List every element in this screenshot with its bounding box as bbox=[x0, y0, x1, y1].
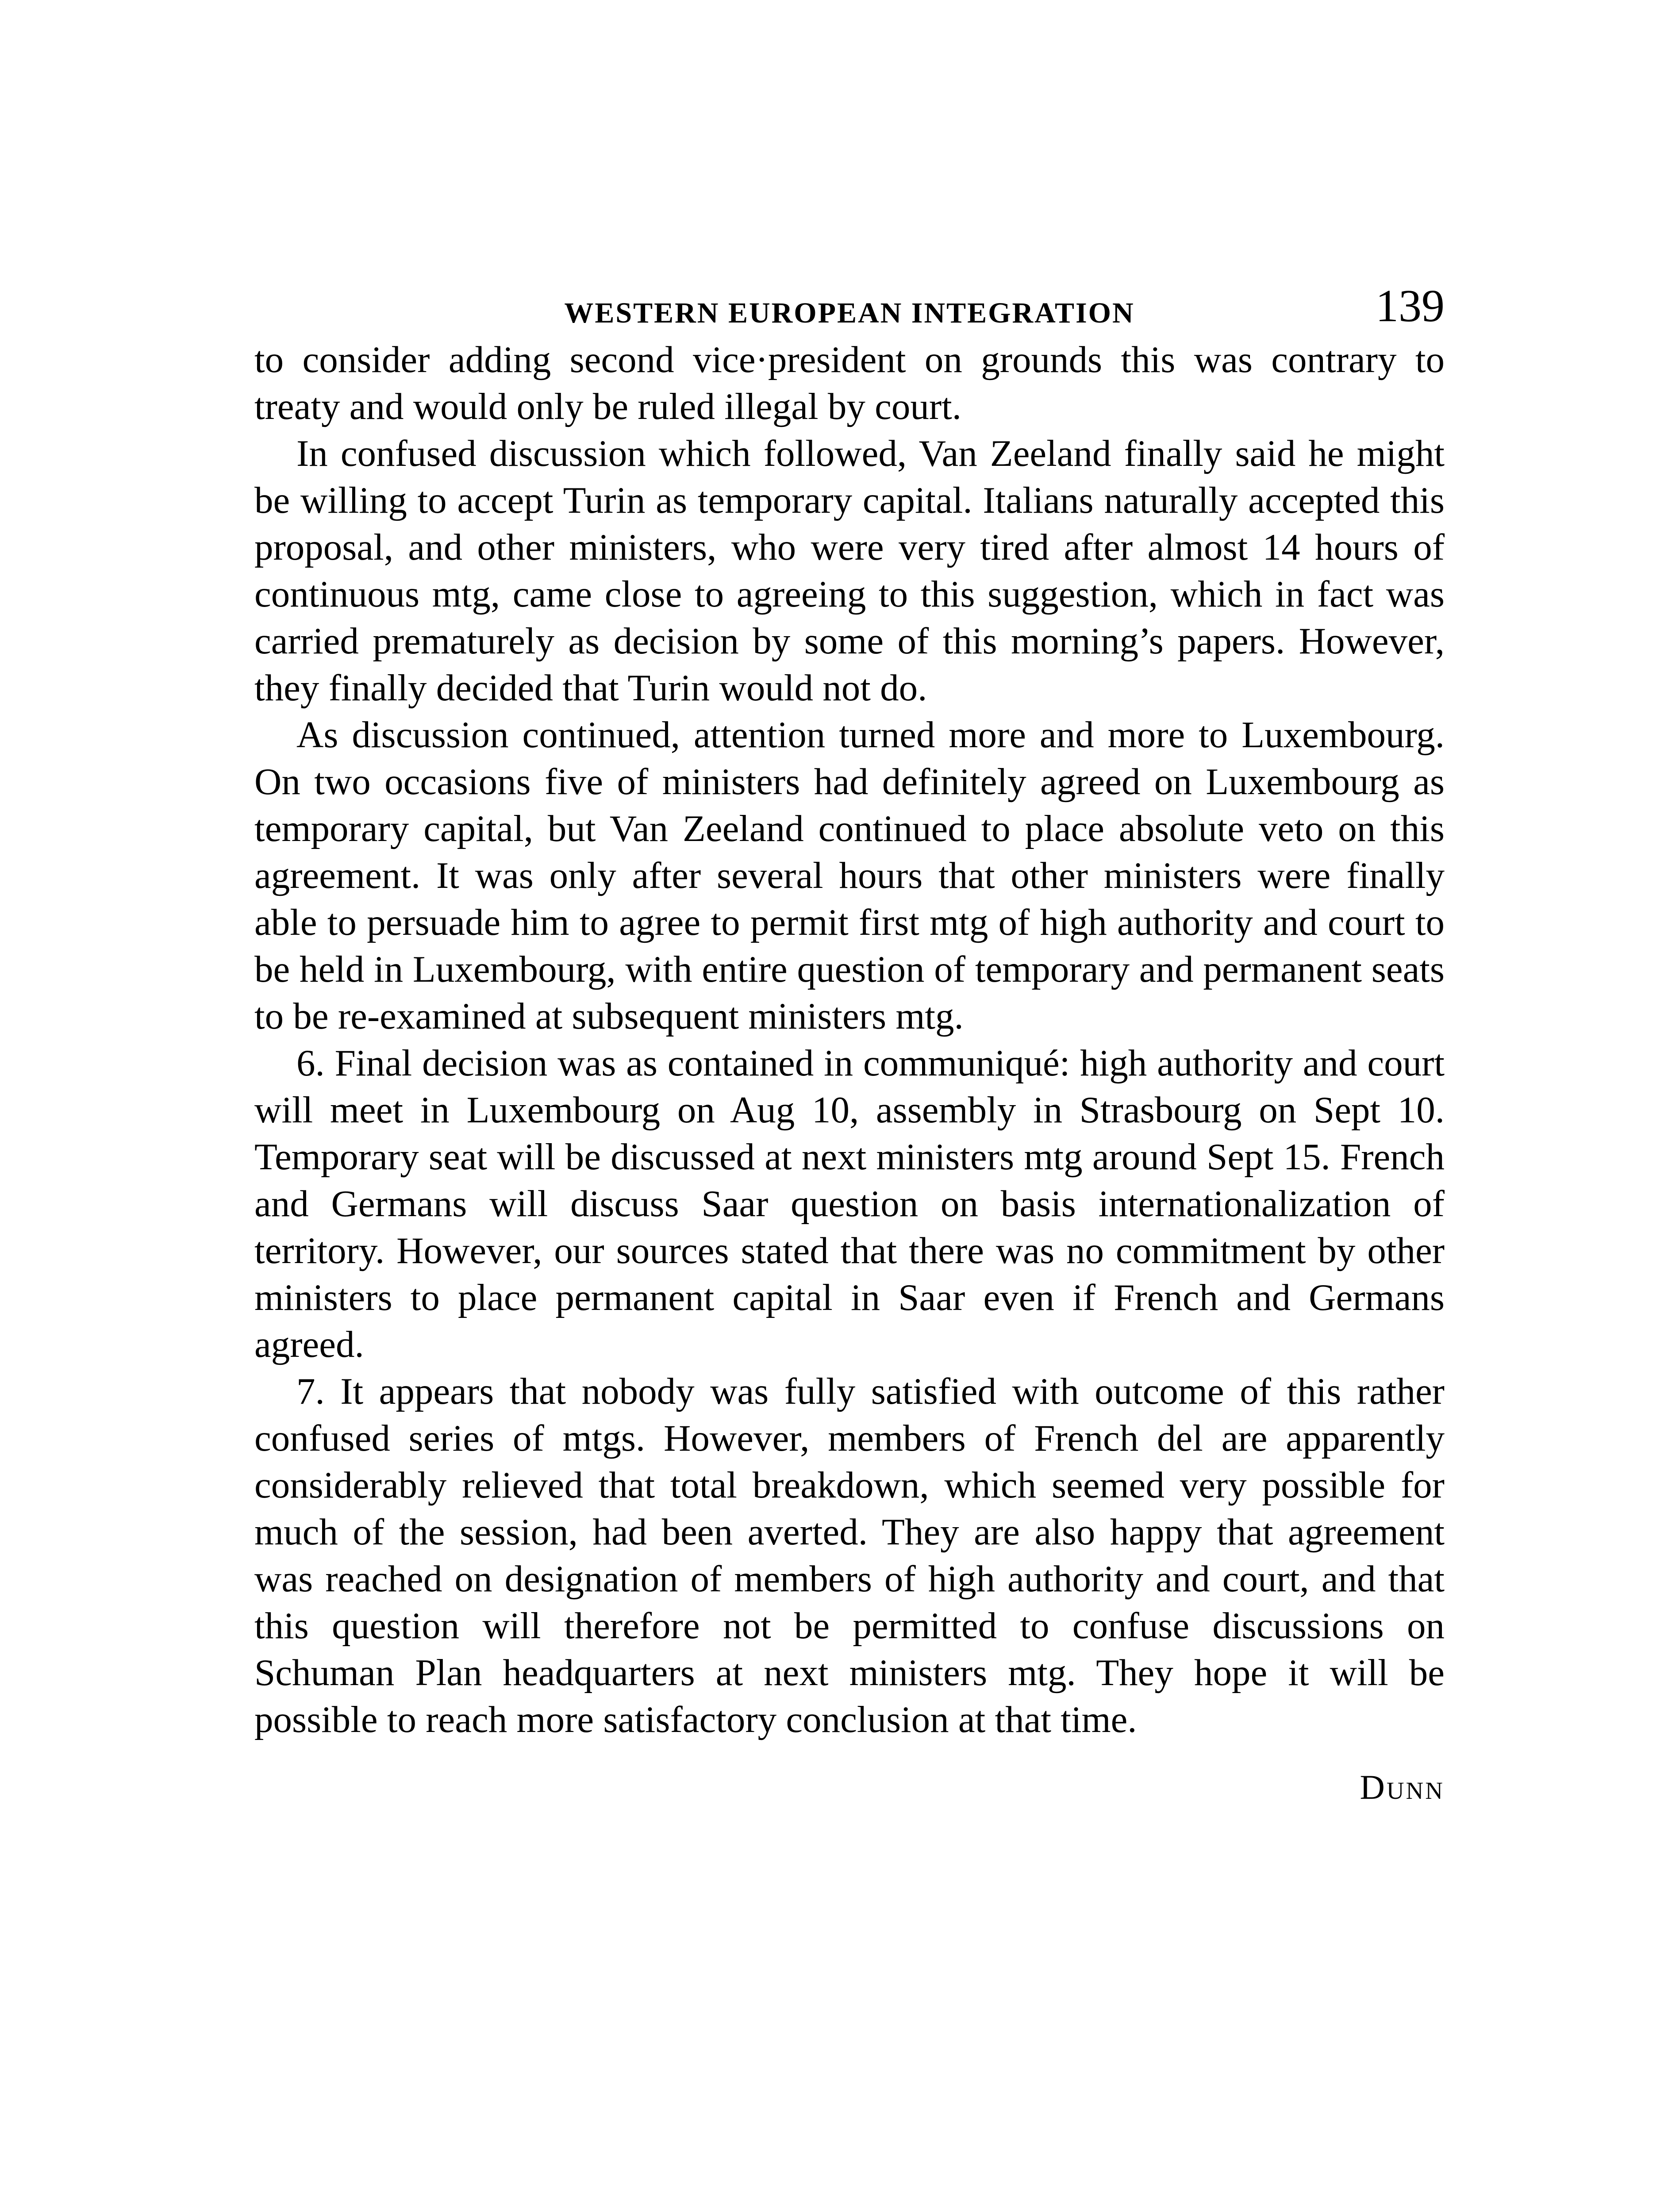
document-page bbox=[254, 280, 1445, 1807]
paragraph-luxembourg-discussion: As discussion continued, attention turned more and more to Luxembourg. On two occasions five of ministers had definitely agreed on Luxembourg as temporary capital, but Van Zeeland continued to place absolute veto on this agreement. It was only after several hours that other ministers were finally able to persuade him to agree to permit first mtg of high authority and court to be held in Luxembourg, with entire question of temporary and permanent seats to be re-examined at subsequent ministers mtg. bbox=[254, 714, 1445, 1037]
running-head bbox=[254, 280, 1445, 336]
signature: Dunn bbox=[1360, 1768, 1445, 1806]
paragraph-turin-discussion: In confused discussion which followed, Van Zeeland finally said he might be willing to accept Turin as temporary capital. Italians naturally accepted this proposal, and other ministers, who were very tired after almost 14 hours of continuous mtg, came close to agreeing to this suggestion, which in fact was carried prematurely as decision by some of this morning’s papers. However, they finally decided that Turin would not do. bbox=[254, 433, 1445, 709]
running-title: WESTERN EUROPEAN INTEGRATION bbox=[564, 297, 1135, 329]
paragraph-6-final-decision: 6. Final decision was as contained in communiqué: high authority and court will meet in Luxembourg on Aug 10, assembly in Strasbourg on Sept 10. Temporary seat will be discussed at next ministers mtg around Sept 15. French and Germans will discuss Saar question on basis internationalization of territory. However, our sources stated that there was no commitment by other ministers to place permanent capital in Saar even if French and Germans agreed. bbox=[254, 1042, 1445, 1365]
paragraph-7-outcome: 7. It appears that nobody was fully satisfied with outcome of this rather confused series of mtgs. However, members of French del are apparently considerably relieved that total breakdown, which seemed very possible for much of the session, had been averted. They are also happy that agreement was reached on designation of members of high authority and court, and that this question will therefore not be permitted to confuse discussions on Schuman Plan headquarters at next ministers mtg. They hope it will be possible to reach more satisfactory conclusion at that time. bbox=[254, 1371, 1445, 1740]
paragraph-continued: to consider adding second vice·president on grounds this was contrary to treaty and would only be ruled illegal by court. bbox=[254, 339, 1445, 427]
body-text bbox=[254, 336, 1445, 1743]
page-number: 139 bbox=[1376, 280, 1445, 331]
